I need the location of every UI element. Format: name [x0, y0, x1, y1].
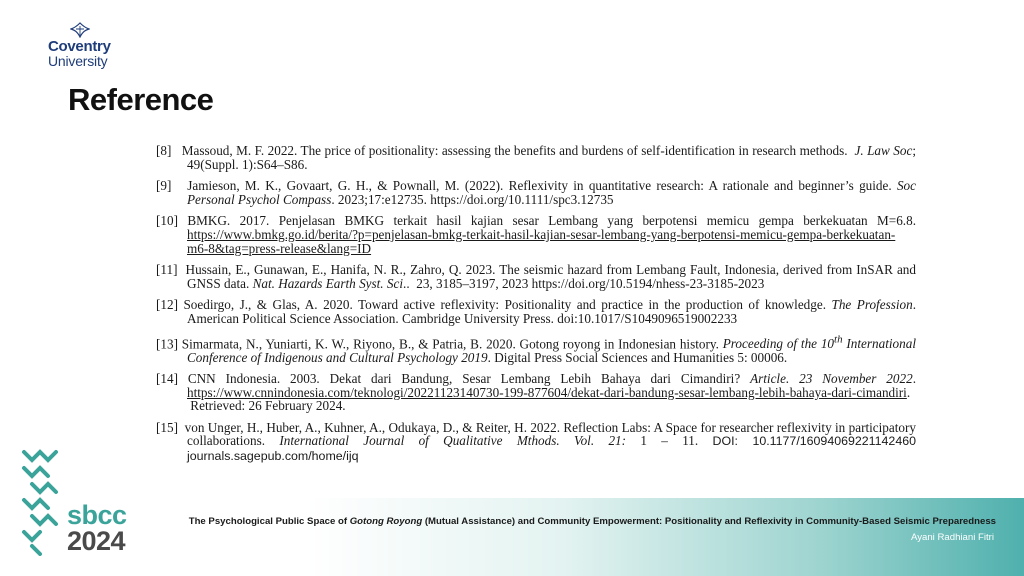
reference-link[interactable]: https://www.bmkg.go.id/berita/?p=penjelasan-bmkg-terkait-hasil-kajian-sesar-lembang-yang-berpotensi-memicu-gempa-berkekuatan-m6-8&tag=press-release&lang=ID — [187, 226, 896, 256]
title-italic: Gotong Royong — [349, 516, 423, 527]
reference-item: [13] Simarmata, N., Yuniarti, K. W., Riyono, B., & Patria, B. 2020. Gotong royong in Indonesian history. Proceeding of the 10th International Conference of Indigenous and Cultural Psychology 2019. Digital Press Social Sciences and Humanities 5: 00006. — [156, 333, 916, 365]
presentation-title — [189, 516, 996, 527]
sbcc-2024-logo — [67, 502, 127, 554]
reference-item: [14] CNN Indonesia. 2003. Dekat dari Bandung, Sesar Lembang Lebih Bahaya dari Cimandiri? Article. 23 November 2022. https://www.cnnindonesia.com/teknologi/20221123140730-199-877604/dekat-dari-bandung-sesar-lembang-lebih-bahaya-dari-cimandiri. Retrieved: 26 February 2024. — [156, 371, 916, 414]
page-title: Reference — [68, 82, 214, 117]
footer-band — [0, 498, 1024, 576]
coventry-university-logo — [44, 22, 114, 72]
sbcc-logo-year: 2024 — [67, 526, 126, 556]
logo-line-coventry: Coventry — [48, 38, 111, 55]
reference-item: [8] Massoud, M. F. 2022. The price of positionality: assessing the benefits and burdens of self-identification in research methods. J. Law Soc; 49(Suppl. 1):S64–S86. — [156, 143, 916, 172]
reference-item: [11] Hussain, E., Gunawan, E., Hanifa, N. R., Zahro, Q. 2023. The seismic hazard from Lembang Fault, Indonesia, derived from InSAR and GNSS data. Nat. Hazards Earth Syst. Sci.. 23, 3185–3197, 2023 https://doi.org/10.5194/nhess-23-3185-2023 — [156, 262, 916, 291]
reference-link[interactable]: https://www.cnnindonesia.com/teknologi/20221123140730-199-877604/dekat-dari-bandung-sesar-lembang-lebih-bahaya-dari-cimandiri — [187, 384, 907, 400]
chevron-pattern-icon — [18, 446, 62, 556]
reference-item: [10] BMKG. 2017. Penjelasan BMKG terkait hasil kajian sesar Lembang yang berpotensi memicu gempa berkekuatan M=6.8. https://www.bmkg.go.id/berita/?p=penjelasan-bmkg-terkait-hasil-kajian-sesar-lembang-yang-berpotensi-memicu-gempa-berkekuatan-m6-8&tag=press-release&lang=ID — [156, 213, 916, 256]
logo-line-university: University — [48, 53, 108, 69]
author-name: Ayani Radhiani Fitri — [910, 532, 994, 543]
reference-item: [15] von Unger, H., Huber, A., Kuhner, A., Odukaya, D., & Reiter, H. 2022. Reflection Labs: A Space for researcher reflexivity in participatory collaborations. International Journal of Qualitative Mthods. Vol. 21: 1 – 11. DOI: 10.1177/16094069221142460 journals.sagepub.com/home/ijq — [156, 419, 916, 464]
reference-list — [156, 144, 916, 472]
title-pre: The Psychological Public Space of — [188, 516, 350, 527]
title-post: (Mutual Assistance) and Community Empowerment: Positionality and Reflexivity in Community-Based Seismic Preparedness — [422, 516, 996, 527]
reference-item: [9] Jamieson, M. K., Govaart, G. H., & Pownall, M. (2022). Reflexivity in quantitative research: A rationale and beginner’s guide. Soc Personal Psychol Compass. 2023;17:e12735. https://doi.org/10.1111/spc3.12735 — [156, 178, 916, 207]
sbcc-logo-text: sbcc — [67, 500, 127, 530]
bird-emblem-icon — [70, 22, 90, 38]
reference-item: [12] Soedirgo, J., & Glas, A. 2020. Toward active reflexivity: Positionality and practice in the production of knowledge. The Profession. American Political Science Association. Cambridge University Press. doi:10.1017/S1049096519002233 — [156, 297, 916, 326]
